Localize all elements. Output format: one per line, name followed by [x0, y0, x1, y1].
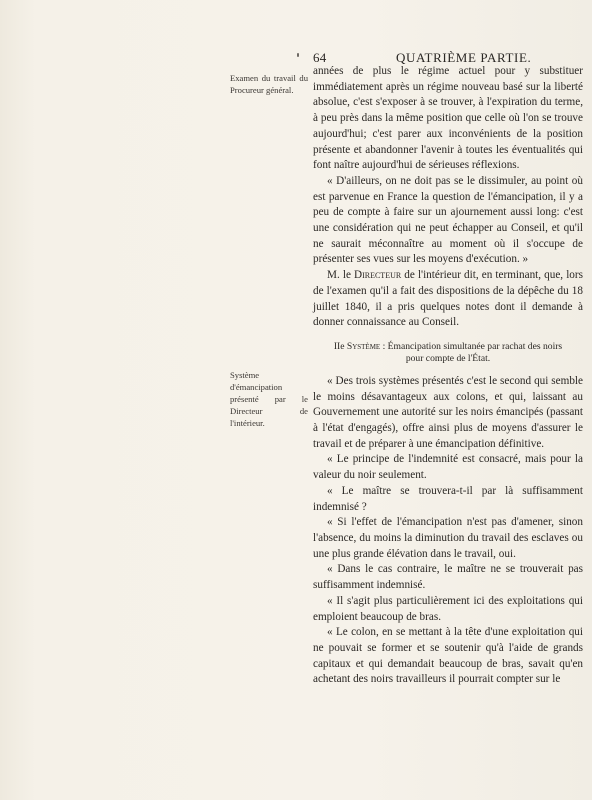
section-number: IIe [333, 340, 347, 352]
paragraph-8: « Dans le cas contraire, le maître ne se trouverait pas suffisamment indemnisé. [313, 563, 583, 592]
section-heading [313, 341, 583, 365]
ink-speck [297, 53, 299, 57]
page-number: 64 [313, 50, 327, 65]
margin-note-systeme: Système d'émancipation présenté par le Directeur de l'intérieur. [230, 370, 308, 428]
section-label: Système [346, 340, 381, 352]
speaker-title: Directeur [354, 269, 402, 282]
paragraph-3-text: de l'intérieur dit, en terminant, que, lors de l'examen qu'il a fait des dispositions de la dépêche du 18 juillet 1840, il a pris quelques notes dont il demande à donner connaissance au Conseil. [313, 269, 583, 329]
paragraph-1: années de plus le régime actuel pour y substituer immédiatement après un régime nouveau basé sur la liberté absolue, c'est s'exposer à se trouver, à l'expiration du terme, à peu près dans la même position que celle où l'on se trouve aujourd'hui; c'est parer aux inconvénients de la position présente et abandonner l'avenir à toutes les éventualités qui font naître aujourd'hui de sérieuses réflexions. [313, 65, 583, 172]
paragraph-3-prefix: M. le [327, 269, 354, 282]
paragraph-5: « Le principe de l'indemnité est consacré, mais pour la valeur du noir seulement. [313, 453, 583, 482]
paragraph-9: « Il s'agit plus particulièrement ici des exploitations qui emploient beaucoup de bras. [313, 594, 583, 623]
paragraph-3 [313, 268, 583, 331]
body-text-column [313, 64, 583, 688]
paragraph-6: « Le maître se trouvera-t-il par là suffisamment indemnisé ? [313, 484, 583, 513]
section-title-text: : Émancipation simultanée par rachat des noirs pour compte de l'État. [380, 340, 563, 364]
running-head: QUATRIÈME PARTIE. [396, 50, 532, 65]
paragraph-2: « D'ailleurs, on ne doit pas se le dissimuler, au point où est parvenue en France la question de l'émancipation, il y a peu de compte à faire sur un ajournement aussi long: c'est une considération qui ne peut échapper au Conseil, et qu'il ne saurait méconnaître au moment où il s'occupe de présenter ses vues sur les moyens d'exécution. » [313, 174, 583, 266]
paragraph-10: « Le colon, en se mettant à la tête d'une exploitation qui ne pouvait se former et se soutenir qu'à l'aide de grands capitaux et qui demandait beaucoup de bras, savait qu'en achetant des noirs travailleurs il pourrait compter sur le [313, 626, 583, 686]
margin-note-examen: Examen du travail du Procureur général. [230, 73, 308, 95]
paragraph-7: « Si l'effet de l'émancipation n'est pas d'amener, sinon l'absence, du moins la diminution du travail des esclaves ou une plus grande élévation dans le travail, oui. [313, 516, 583, 560]
paragraph-4: « Des trois systèmes présentés c'est le second qui semble le moins désavantageux aux colons, et qui, laissant au Gouvernement une autorité sur les noirs émancipés (passant à l'état d'engagés), offre ainsi plus de moyens d'assurer le travail et de préparer à une émancipation définitive. [313, 374, 583, 450]
